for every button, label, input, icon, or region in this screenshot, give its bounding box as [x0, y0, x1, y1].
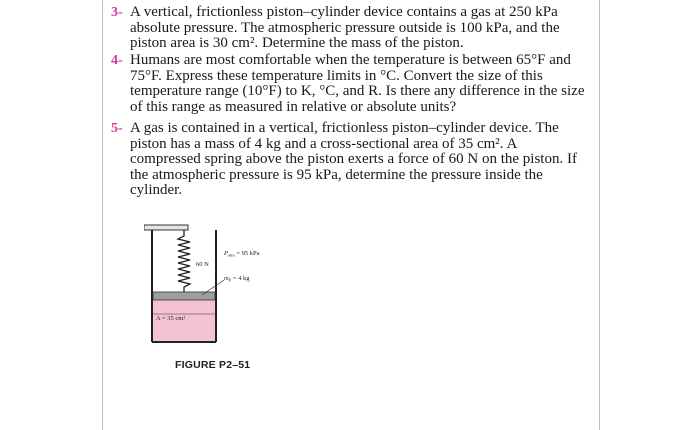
area-label: A = 35 cm²	[156, 315, 186, 322]
problem-text-line: A gas is contained in a vertical, frictionless piston–cylinder device. The	[130, 120, 559, 136]
problem-number: 4-	[111, 53, 123, 68]
problem-text-line: 75°F. Express these temperature limits in °C. Convert the size of this	[130, 67, 543, 84]
problem-text-line: absolute pressure. The atmospheric pressure outside is 100 kPa, and the	[130, 19, 560, 36]
problem-number: 3-	[111, 5, 123, 20]
problem-number: 5-	[111, 121, 123, 136]
problem-text-line: A vertical, frictionless piston–cylinder device contains a gas at 250 kPa	[130, 4, 558, 20]
problem-4	[111, 52, 585, 115]
problem-text-line: piston has a mass of 4 kg and a cross-sectional area of 35 cm². A	[130, 135, 518, 152]
mass-label: $m_P = 4$ kg	[224, 275, 250, 283]
problem-text-line: temperature range (10°F) to K, °C, and R. Is there any difference in the size	[130, 83, 585, 99]
problem-text-line: cylinder.	[130, 182, 183, 198]
problem-text-line: compressed spring above the piston exerts a force of 60 N on the piston. If	[130, 151, 577, 167]
patm-label: $P_{atm} = 95$ kPa	[224, 250, 260, 258]
problem-text-line: piston area is 30 cm². Determine the mass of the piston.	[130, 35, 464, 51]
problem-5	[111, 120, 580, 199]
problem-3	[111, 4, 580, 52]
problem-text-line: the atmospheric pressure is 95 kPa, determine the pressure inside the	[130, 166, 543, 183]
problem-text-line: of this range as measured in relative or absolute units?	[130, 98, 457, 115]
spring	[178, 230, 190, 292]
piston	[153, 292, 215, 300]
support-bar	[144, 225, 188, 230]
problem-text-line: Humans are most comfortable when the temperature is between 65°F and	[130, 52, 571, 68]
spring-force-label: 60 N	[196, 261, 209, 268]
piston-cylinder-figure	[144, 222, 294, 352]
figure-caption: FIGURE P2–51	[175, 359, 251, 371]
